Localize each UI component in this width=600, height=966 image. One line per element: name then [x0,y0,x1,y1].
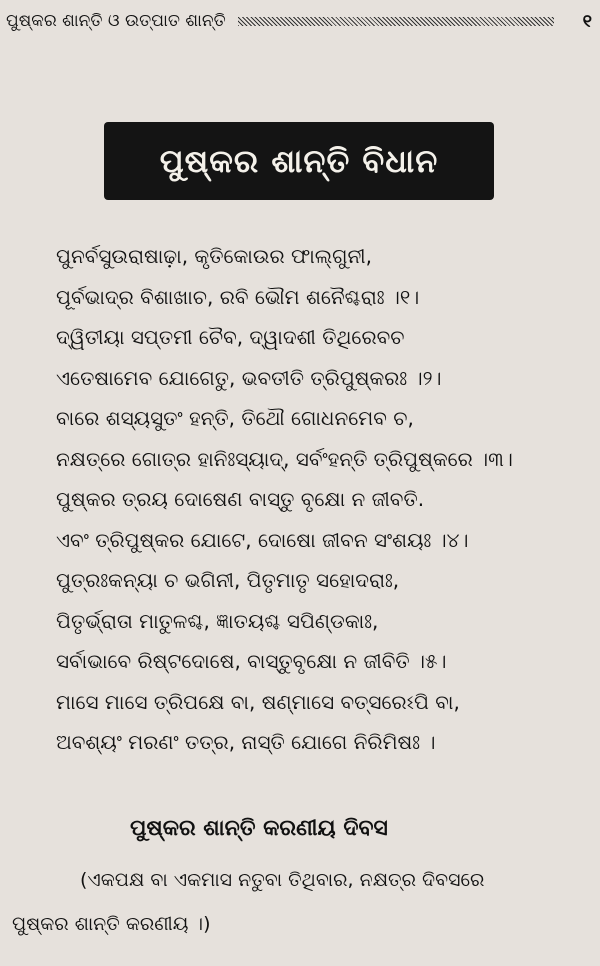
verse-line: ଅବଶ୍ୟଂ ମରଣଂ ତତ୍ର, ନାସ୍ତି ଯୋଗେ ନିରିମିଷଃ । [56,730,436,754]
verse-line: ମାସେ ମାସେ ତ୍ରିପକ୍ଷେ ବା, ଷଣ୍ମାସେ ବତ୍ସରେଽପି ବା, [56,689,460,714]
verse-line: ସର୍ବାଭାବେ ରିଷ୍ଟଦୋଷେ, ବାସ୍ତୁବୃକ୍ଷୋ ନ ଜୀବିତି ।୫। [56,649,447,673]
verse-line: ପୁନର୍ବସୁଉରାଷାଢ଼ା, କୃତିକୋଉର ଫାଲ୍‌ଗୁନୀ, [56,244,373,268]
verse-block [56,236,596,763]
verse-line: ପିତୃର୍ଭ୍ରାତା ମାତୁଳଶ୍ଚ, ଜ୍ଞାତୟଶ୍ଚ ସପିଣ୍ଡକାଃ, [56,608,379,633]
header-rule [238,17,554,26]
verse-line: ଏତେଷାମେବ ଯୋଗେତୁ, ଭବତୀତି ତ୍ରିପୁଷ୍କରଃ ।୨। [56,365,442,390]
verse-line: ବାରେ ଶସ୍ୟସୁତଂ ହନ୍ତି, ତିଥୌ ଗୋଧନମେବ ଚ, [56,406,414,430]
verse-line: ପୁତ୍ରଃକନ୍ୟା ଚ ଭଗିନୀ, ପିତୃମାତୃ ସହୋଦରାଃ, [56,568,400,592]
page-number: ୧ [582,10,592,32]
verse-line: ଏବଂ ତ୍ରିପୁଷ୍କର ଯୋଟେ, ଦୋଷୋ ଜୀବନ ସଂଶୟଃ ।୪। [56,527,469,552]
note-line: (ଏକପକ୍ଷ ବା ଏକମାସ ନତୁବା ତିଥିବାର, ନକ୍ଷତ୍ର ଦିବସରେ [80,869,485,891]
section-heading: ପୁଷ୍କର ଶାନ୍ତି କରଣୀୟ ଦିବସ [130,816,388,841]
verse-line: ପୁଷ୍କର ତ୍ରୟ ଦୋଷେଣ ବାସ୍ତୁ ବୃକ୍ଷୋ ନ ଜୀବତି. [56,487,425,511]
verse-line: ନକ୍ଷତ୍ରେ ଗୋତ୍ର ହାନିଃସ୍ୟାଦ୍, ସର୍ବଂହନ୍ତି ତ୍ରିପୁଷ୍କରେ ।୩। [56,446,513,471]
title-banner [104,122,494,200]
page-title: ପୁଷ୍କର ଶାନ୍ତି ବିଧାନ [159,141,439,180]
note-paragraph [12,858,600,946]
running-header [6,6,592,36]
header-title: ପୁଷ୍କର ଶାନ୍ତି ଓ ଉତ୍ପାତ ଶାନ୍ତି [6,11,226,31]
verse-line: ଦ୍ୱିତୀୟା ସପ୍ତମୀ ଚୈବ, ଦ୍ୱାଦଶୀ ତିଥିରେବଚ [56,325,405,349]
note-line: ପୁଷ୍କର ଶାନ୍ତି କରଣୀୟ ।) [12,913,211,935]
verse-line: ପୂର୍ବଭାଦ୍ର ବିଶାଖାଚ, ରବି ଭୌମ ଶନୈଶ୍ଚରାଃ ।୧। [56,284,420,309]
